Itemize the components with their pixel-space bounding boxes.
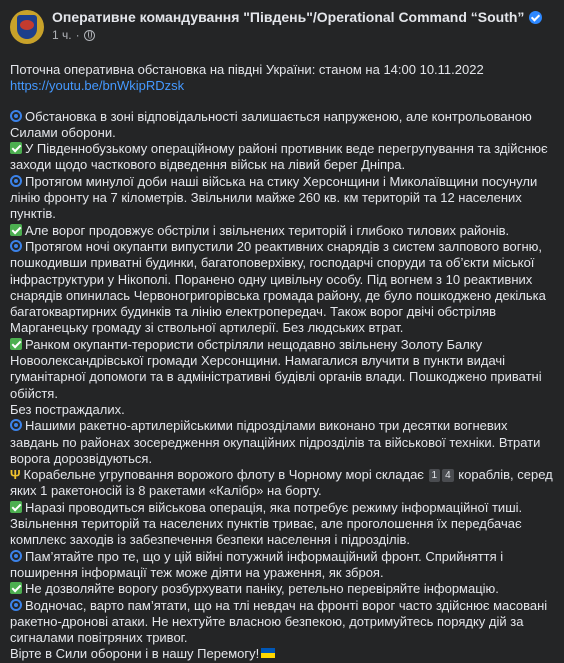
post-meta: Оперативне командування "Південь"/Operational Command “South” 1 ч. · [52, 8, 542, 43]
verified-badge-icon [529, 11, 542, 24]
target-icon [10, 175, 22, 187]
target-icon [10, 419, 22, 431]
paragraph-text: У Південнобузькому операційному районі противник веде перегрупування та здійснює заходи щодо часткового відведення військ на лівий берег Дніпра. [10, 141, 548, 173]
check-icon [10, 501, 22, 513]
post-paragraph [10, 500, 554, 549]
post-timestamp[interactable]: 1 ч. [52, 28, 72, 42]
page-name-link[interactable]: Оперативне командування "Південь"/Operational Command “South” [52, 9, 525, 25]
post-paragraph [10, 223, 554, 239]
target-icon [10, 550, 22, 562]
post-paragraph [10, 174, 554, 223]
keycap-number-icon: 4 [442, 469, 454, 482]
paragraph-text: Пам’ятайте про те, що у цій війні потужний інформаційний фронт. Сприйняття і поширення інформації теж може діяти на ураження, як зброя. [10, 548, 504, 580]
check-icon [10, 142, 22, 154]
target-icon [10, 240, 22, 252]
globe-icon [84, 30, 95, 41]
check-icon [10, 224, 22, 236]
post-paragraph [10, 402, 554, 418]
paragraph-text: Наразі проводиться військова операція, яка потребує режиму інформаційної тиші. Звільнення територій та населених пунктів триває, але проголошення їх передбачає комплекс заходів із забезпечення безпеки населення і підрозділів. [10, 499, 523, 548]
post-paragraph [10, 598, 554, 647]
check-icon [10, 582, 22, 594]
paragraph-text: Протягом ночі окупанти випустили 20 реактивних снарядів з систем залпового вогню, пошкодивши приватні будинки, багатоповерхівку, господарчі споруди та об’єкти міської інфраструктури у Нікополі. Поранено одну цивільну особу. Під вогнем з 10 реактивних снарядів опинилась Червоногригорівська громада району, де було пошкоджено декілька багатоквартирних будинків та лінію електропередач. Також ворог двічі обстріляв Марганецьку громаду зі ствольної артилерії. Без людських втрат. [10, 238, 546, 336]
paragraph-text: Нашими ракетно-артилерійськими підрозділами виконано три десятки вогневих завдань по районах зосередження окупаційних підрозділів та військової техніки. Втрати ворога дорозвідуються. [10, 418, 541, 466]
post-paragraph [10, 337, 554, 402]
post-paragraph [10, 646, 554, 662]
post-paragraph [10, 109, 554, 142]
paragraph-text: Не дозволяйте ворогу розбурхувати паніку, ретельно перевіряйте інформацію. [25, 581, 499, 597]
post-paragraph [10, 581, 554, 597]
post-title: Поточна оперативна обстановка на півдні України: станом на 14:00 10.11.2022 [10, 62, 484, 77]
keycap-number-icon: 1 [429, 469, 441, 482]
post-paragraph [10, 141, 554, 174]
paragraph-text: Вірте в Сили оборони і в нашу Перемогу! [10, 646, 260, 662]
paragraph-text: Без постраждалих. [10, 401, 125, 417]
post-paragraph [10, 418, 554, 467]
paragraph-text: Ранком окупанти-терористи обстріляли нещодавно звільнену Золоту Балку Новоолександрівської громади Херсонщини. Намагалися влучити в пункти видачі гуманітарної допомоги та в адміністративні будівлі органів влади. Пошкоджено приватні обійстя. [10, 336, 542, 401]
paragraph-text: Обстановка в зоні відповідальності залишається напруженою, але контрольованою Силами оборони. [10, 108, 532, 140]
target-icon [10, 599, 22, 611]
check-icon [10, 338, 22, 350]
post-body [10, 62, 554, 663]
post-paragraph [10, 467, 554, 500]
youtube-link[interactable]: https://youtu.be/bnWkipRDzsk [10, 78, 185, 94]
post-header [10, 8, 554, 54]
trident-icon: Ψ [10, 467, 21, 483]
paragraph-text: кораблів, серед яких 1 ракетоносій із 8 ракетами «Калібр» на борту. [10, 467, 553, 499]
ukraine-flag-icon [261, 648, 275, 658]
post-paragraph [10, 549, 554, 582]
paragraph-text: Водночас, варто пам’ятати, що на тлі невдач на фронті ворог часто здійснює масовані ракетно-дронові атаки. Не нехтуйте власною безпекою, дотримуйтесь порядку дій за сигналами повітряних тривог. [10, 597, 548, 646]
target-icon [10, 110, 22, 122]
post-paragraphs [10, 109, 554, 663]
page-avatar[interactable] [10, 10, 44, 44]
paragraph-text: Протягом минулої доби наші війська на стику Херсонщини і Миколаївщини посунули лінію фронту на 7 кілометрів. Звільнили майже 260 кв. км територій та 12 населених пунктів. [10, 173, 538, 222]
post-paragraph [10, 239, 554, 337]
paragraph-text: Корабельне угруповання ворожого флоту в Чорному морі складає [23, 467, 428, 483]
paragraph-text: Але ворог продовжує обстріли і звільнених територій і глибоко тилових районів. [25, 222, 510, 238]
